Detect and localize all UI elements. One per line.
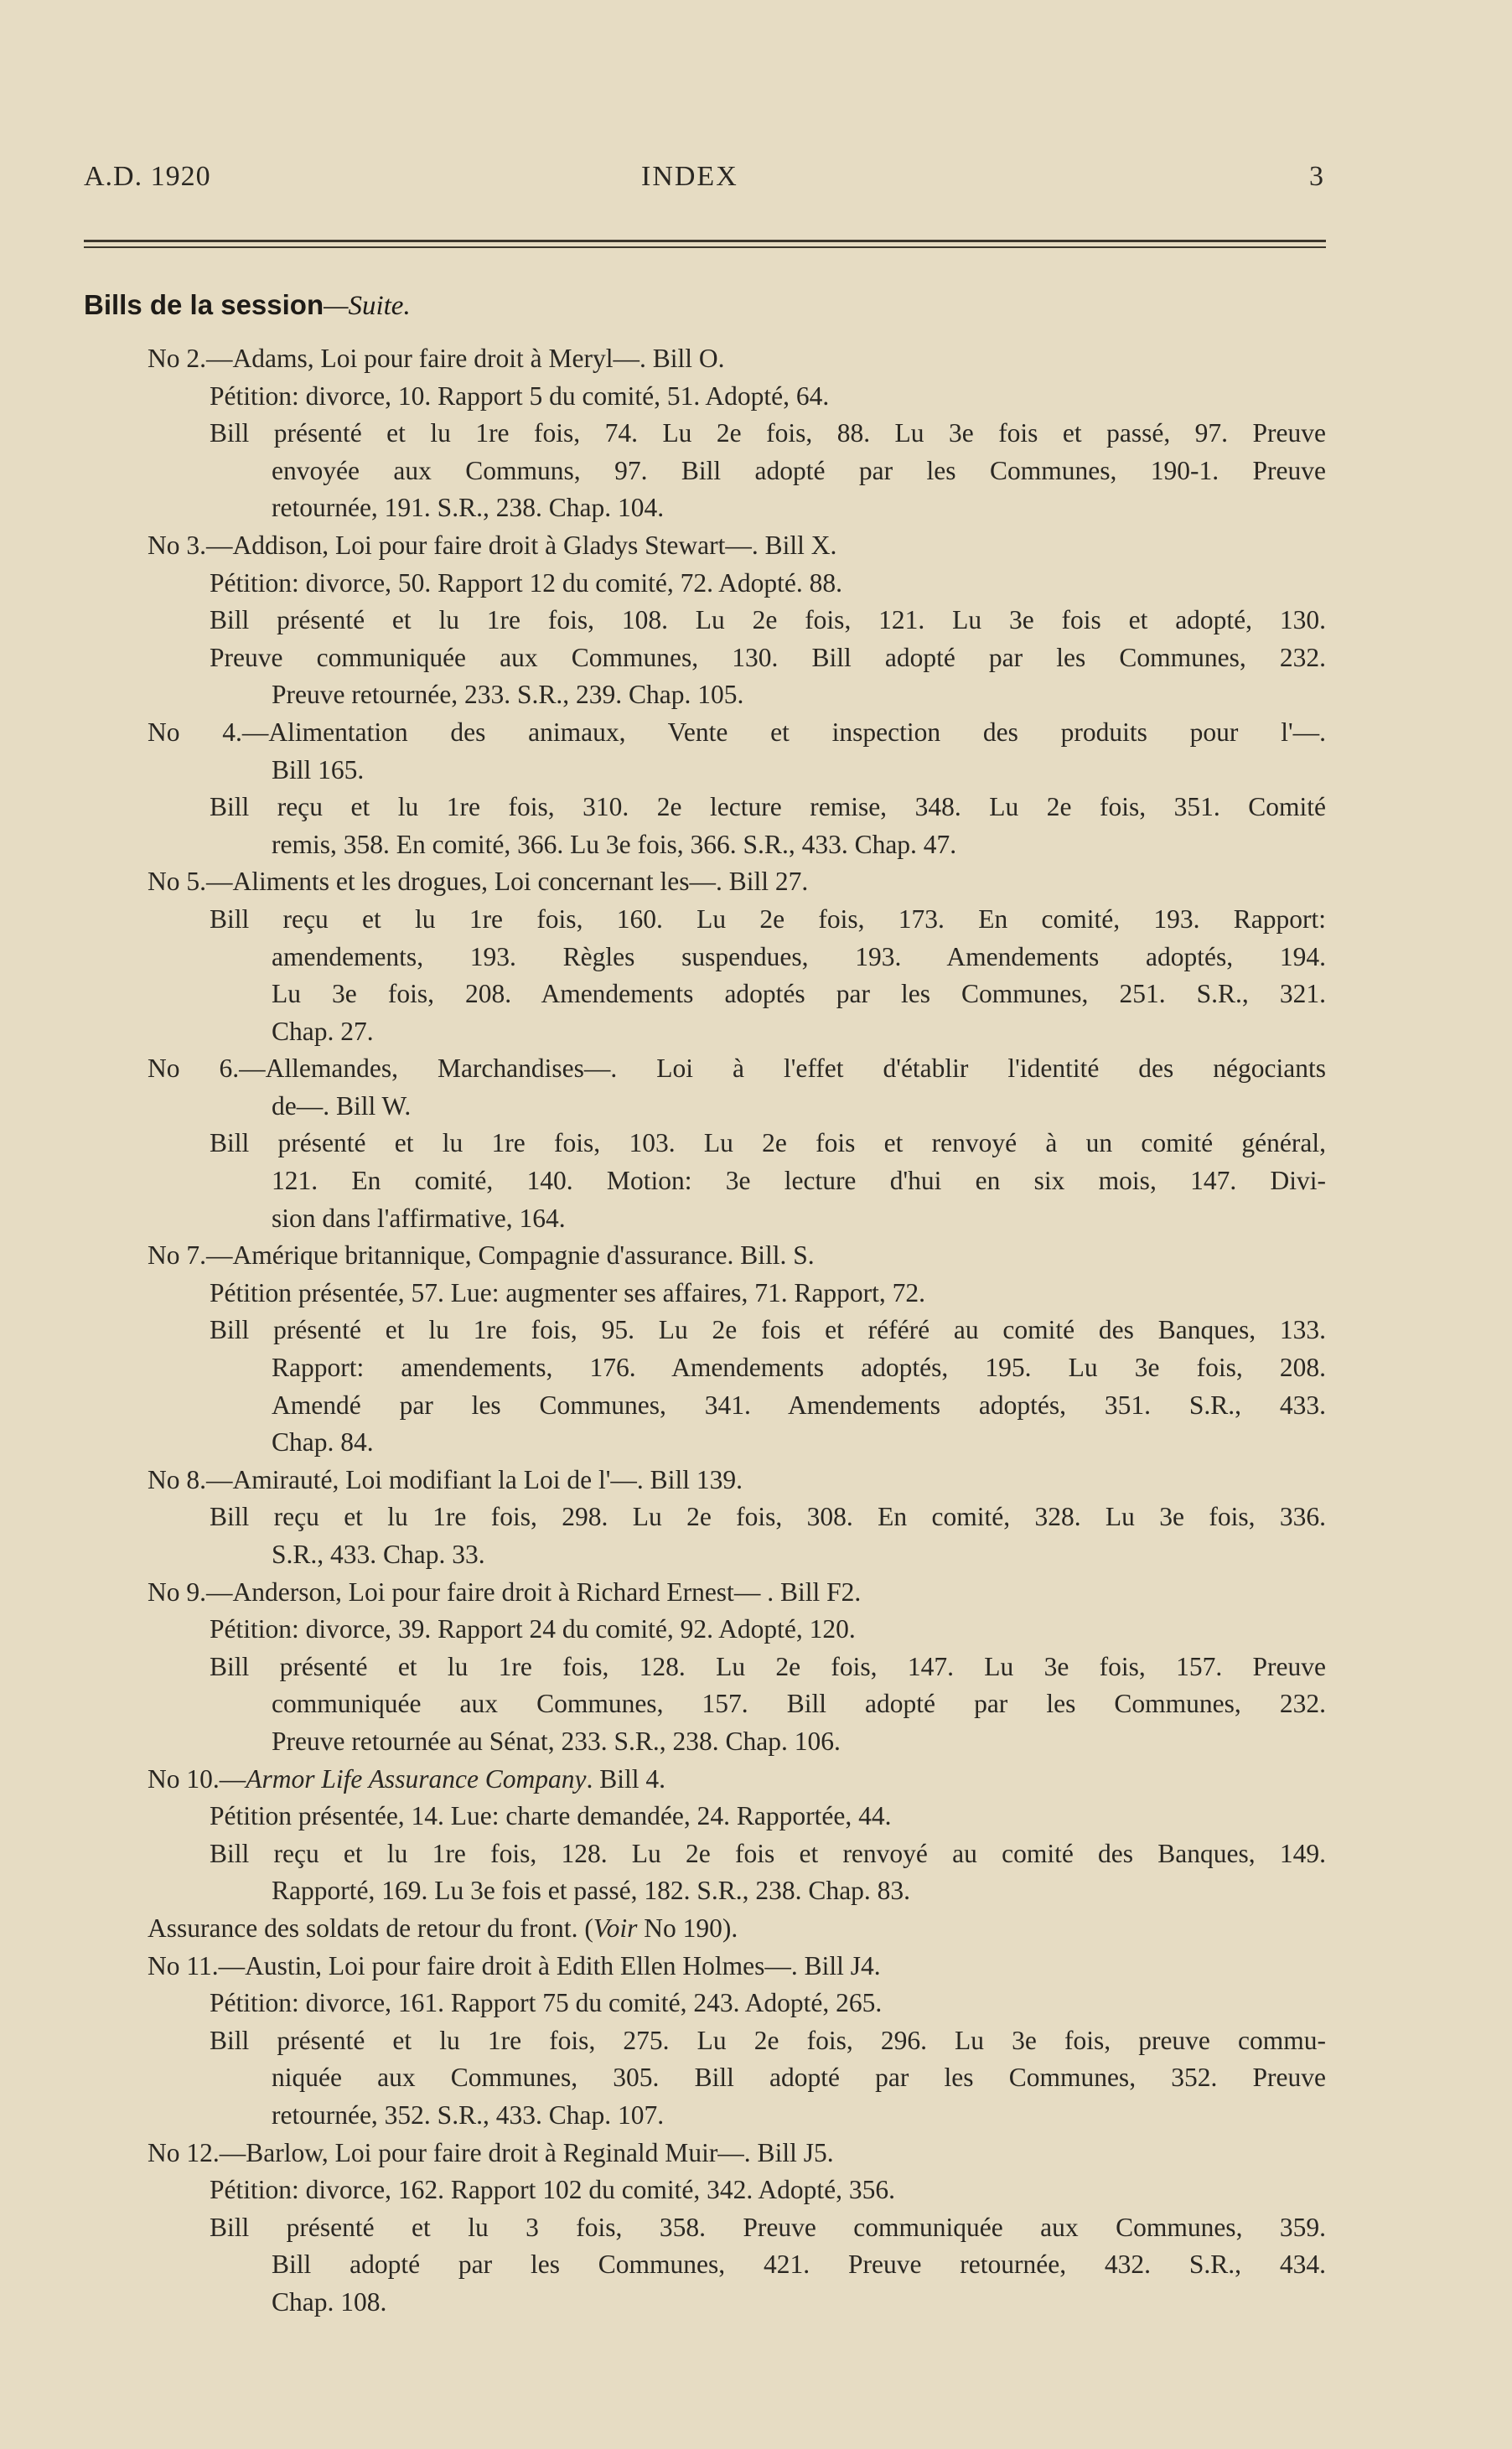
section-suite: —Suite. — [324, 291, 411, 321]
index-entry-heading: Assurance des soldats de retour du front. (Voir No 190). — [148, 1913, 738, 1943]
index-entry-line: Bill présenté et lu 3 fois, 358. Preuve communiquée aux Communes, 359. — [210, 2212, 1326, 2242]
index-entry-line: remis, 358. En comité, 366. Lu 3e fois, 366. S.R., 433. Chap. 47. — [272, 829, 957, 859]
index-entry-line: Bill présenté et lu 1re fois, 74. Lu 2e fois, 88. Lu 3e fois et passé, 97. Preuve — [210, 418, 1326, 448]
index-entry-heading: No 9.—Anderson, Loi pour faire droit à Richard Ernest— . Bill F2. — [148, 1577, 862, 1607]
index-entry-line: Amendé par les Communes, 341. Amendements adoptés, 351. S.R., 433. — [272, 1390, 1326, 1420]
index-entry-line: Chap. 108. — [272, 2286, 387, 2317]
index-entry-line: niquée aux Communes, 305. Bill adopté par les Communes, 352. Preuve — [272, 2063, 1326, 2093]
index-entry-heading: No 7.—Amérique britannique, Compagnie d'assurance. Bill. S. — [148, 1240, 815, 1271]
index-entry-line: Preuve retournée, 233. S.R., 239. Chap. 105. — [272, 680, 744, 710]
index-entry-line: Bill reçu et lu 1re fois, 128. Lu 2e fois et renvoyé au comité des Banques, 149. — [210, 1838, 1326, 1868]
index-entry-heading: No 11.—Austin, Loi pour faire droit à Edith Ellen Holmes—. Bill J4. — [148, 1950, 881, 1980]
index-entry-line: Bill reçu et lu 1re fois, 298. Lu 2e fois, 308. En comité, 328. Lu 3e fois, 336. — [210, 1502, 1326, 1532]
header-rule-thin — [84, 246, 1326, 248]
index-entry-line: Bill adopté par les Communes, 421. Preuve retournée, 432. S.R., 434. — [272, 2250, 1326, 2280]
index-entry-heading: No 4.—Alimentation des animaux, Vente et inspection des produits pour l'—. — [148, 717, 1326, 747]
index-entry-line: Bill 165. — [272, 754, 365, 784]
index-entry-line: Chap. 27. — [272, 1016, 374, 1046]
index-entry-line: Pétition présentée, 57. Lue: augmenter ses affaires, 71. Rapport, 72. — [210, 1277, 926, 1307]
index-entry-line: Rapporté, 169. Lu 3e fois et passé, 182. S.R., 238. Chap. 83. — [272, 1876, 911, 1906]
index-entry-line: 121. En comité, 140. Motion: 3e lecture d'hui en six mois, 147. Divi- — [272, 1166, 1326, 1196]
page-number: 3 — [1309, 161, 1324, 192]
index-entry-line: de—. Bill W. — [272, 1090, 412, 1121]
index-entry-line: Bill présenté et lu 1re fois, 275. Lu 2e fois, 296. Lu 3e fois, preuve commu- — [210, 2025, 1326, 2055]
index-entry-line: Bill reçu et lu 1re fois, 310. 2e lecture remise, 348. Lu 2e fois, 351. Comité — [210, 792, 1326, 822]
index-entry-line: Rapport: amendements, 176. Amendements adoptés, 195. Lu 3e fois, 208. — [272, 1353, 1326, 1383]
index-entry-line: Pétition: divorce, 39. Rapport 24 du comité, 92. Adopté, 120. — [210, 1614, 856, 1644]
index-entry-line: envoyée aux Communs, 97. Bill adopté par les Communes, 190-1. Preuve — [272, 455, 1326, 485]
index-entry-line: Chap. 84. — [272, 1427, 374, 1457]
index-entry-heading: No 3.—Addison, Loi pour faire droit à Gladys Stewart—. Bill X. — [148, 530, 837, 560]
index-entry-line: retournée, 191. S.R., 238. Chap. 104. — [272, 493, 665, 523]
index-entries — [148, 340, 1326, 2321]
index-entry-line: retournée, 352. S.R., 433. Chap. 107. — [272, 2100, 665, 2130]
index-entry-line: Preuve retournée au Sénat, 233. S.R., 238. Chap. 106. — [272, 1726, 841, 1756]
index-entry-heading: No 2.—Adams, Loi pour faire droit à Meryl—. Bill O. — [148, 344, 725, 373]
index-entry-heading: No 6.—Allemandes, Marchandises—. Loi à l'effet d'établir l'identité des négociants — [148, 1054, 1326, 1084]
index-entry-line: Bill présenté et lu 1re fois, 128. Lu 2e fois, 147. Lu 3e fois, 157. Preuve — [210, 1651, 1326, 1681]
index-entry-line: Pétition: divorce, 162. Rapport 102 du comité, 342. Adopté, 356. — [210, 2175, 896, 2205]
index-entry-line: Bill présenté et lu 1re fois, 108. Lu 2e fois, 121. Lu 3e fois et adopté, 130. — [210, 605, 1326, 635]
index-entry-line: sion dans l'affirmative, 164. — [272, 1203, 566, 1233]
index-entry-heading: No 12.—Barlow, Loi pour faire droit à Reginald Muir—. Bill J5. — [148, 2137, 834, 2167]
index-entry-line: S.R., 433. Chap. 33. — [272, 1540, 485, 1569]
section-title: Bills de la session — [84, 289, 324, 320]
index-entry-line: Lu 3e fois, 208. Amendements adoptés par les Communes, 251. S.R., 321. — [272, 979, 1326, 1009]
index-entry-line: Pétition: divorce, 10. Rapport 5 du comité, 51. Adopté, 64. — [210, 381, 830, 411]
header-rule-thick — [84, 240, 1326, 242]
index-entry-line: Bill reçu et lu 1re fois, 160. Lu 2e fois, 173. En comité, 193. Rapport: — [210, 903, 1326, 934]
index-entry-line: Bill présenté et lu 1re fois, 103. Lu 2e fois et renvoyé à un comité général, — [210, 1128, 1326, 1158]
header-year: A.D. 1920 — [84, 161, 211, 192]
index-entry-line: Pétition: divorce, 161. Rapport 75 du comité, 243. Adopté, 265. — [210, 1988, 883, 2018]
index-entry-heading: No 10.—Armor Life Assurance Company. Bill 4. — [148, 1763, 666, 1794]
header-title: INDEX — [641, 161, 738, 192]
index-entry-heading: No 5.—Aliments et les drogues, Loi concernant les—. Bill 27. — [148, 867, 809, 897]
index-entry-line: Bill présenté et lu 1re fois, 95. Lu 2e fois et référé au comité des Banques, 133. — [210, 1315, 1326, 1345]
section-heading — [84, 289, 411, 322]
index-entry-line: Pétition: divorce, 50. Rapport 12 du comité, 72. Adopté. 88. — [210, 567, 843, 598]
index-entry-heading: No 8.—Amirauté, Loi modifiant la Loi de l'—. Bill 139. — [148, 1464, 743, 1494]
index-entry-line: amendements, 193. Règles suspendues, 193. Amendements adoptés, 194. — [272, 941, 1326, 971]
index-entry-line: communiquée aux Communes, 157. Bill adopté par les Communes, 232. — [272, 1689, 1326, 1719]
index-entry-line: Pétition présentée, 14. Lue: charte demandée, 24. Rapportée, 44. — [210, 1801, 892, 1831]
index-entry-line: Preuve communiquée aux Communes, 130. Bill adopté par les Communes, 232. — [210, 642, 1326, 672]
